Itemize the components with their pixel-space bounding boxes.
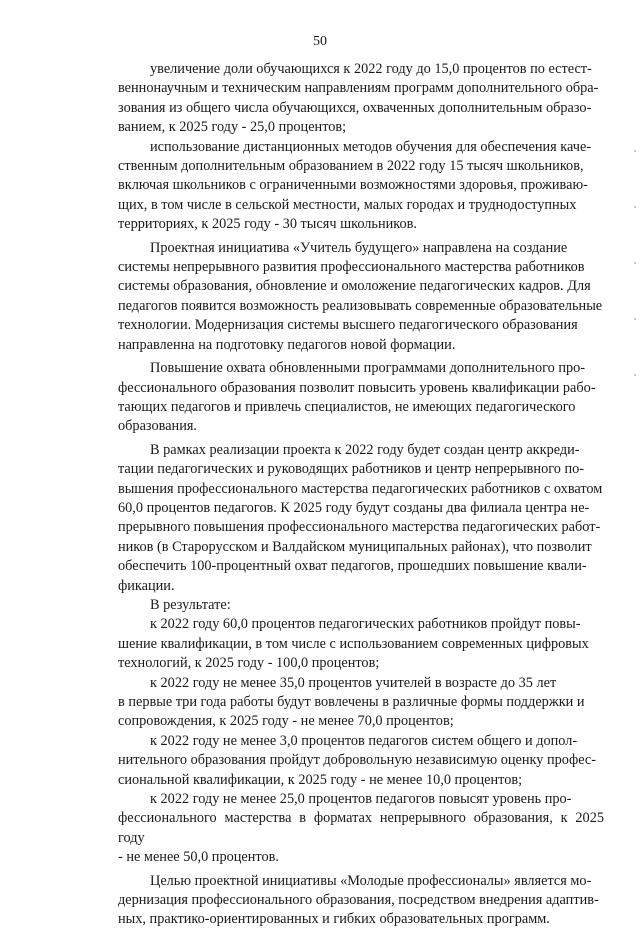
page-number: 50 — [313, 34, 327, 49]
paragraph: увеличение доли обучающихся к 2022 году до 15,0 процентов по естест- веннонаучным и техническим направлениям программ дополнительного обра- зования из общего числа обучающихся, охваченных дополнительным образо- ванием, к 2025 году - 25,0 процентов; — [118, 61, 599, 136]
list-item: к 2022 году не менее 25,0 процентов педагогов повысят уровень про- фессионального мастерства в форматах непрерывного образования, к 2025 году - не менее 50,0 процентов. — [118, 791, 604, 866]
list-item: к 2022 году 60,0 процентов педагогических работников пройдут повы- шение квалификации, в том числе с использованием современных цифровых технологий, к 2025 году - 100,0 процентов; — [118, 616, 589, 672]
list-item: к 2022 году не менее 3,0 процентов педагогов систем общего и допол- нительного образования пройдут добровольную независимую оценку профес- сиональной квалификации, к 2025 году - не менее 10,0 процентов; — [118, 732, 597, 788]
paragraph: В результате: — [150, 596, 231, 613]
paragraph: использование дистанционных методов обучения для обеспечения каче- ственным дополнительным образованием в 2022 году 15 тысяч школьников, включая школьников с ограниченными возможностями здоровья, проживаю- щих, в том числе в сельской местности, малых городах и труднодоступных территориях, к 2025 году - 30 тысяч школьников. — [118, 138, 592, 233]
scan-margin-marks — [634, 150, 638, 430]
paragraph: В рамках реализации проекта к 2022 году будет создан центр аккреди- тации педагогических и руководящих работников и центр непрерывного по- вышения профессионального мастерства педагогических работников с охватом 60,0 процентов педагогов. К 2025 году будут созданы два филиала центра не- прерывного повышения профессионального мастерства педагогических работ- ников (в Старорусском и Валдайском муниципальных районах), что позволит обеспечить 100-процентный охват педагогов, прошедших повышение квали- фикации. — [118, 441, 603, 594]
document-body — [118, 60, 604, 930]
paragraph: Проектная инициатива «Учитель будущего» направлена на создание системы непрерывного развития профессионального мастерства работников системы образования, обновление и омоложение педагогических кадров. Для педагогов появится возможность реализовывать современные образовательные технологии. Модернизация системы высшего педагогического образования направленна на подготовку педагогов новой формации. — [118, 239, 603, 353]
paragraph: Целью проектной инициативы «Молодые профессионалы» является мо- дернизация профессионального образования, посредством внедрения адаптив- ных, практико-ориентированных и гибких образовательных программ. — [118, 872, 599, 928]
paragraph: Повышение охвата обновленными программами дополнительного про- фессионального образования позволит повысить уровень квалификации рабо- тающих педагогов и привлечь специалистов, не имеющих педагогического образования. — [118, 360, 596, 435]
list-item: к 2022 году не менее 35,0 процентов учителей в возрасте до 35 лет в первые три года работы будут вовлечены в различные формы поддержки и сопровождения, к 2025 году - не менее 70,0 процентов; — [118, 674, 585, 730]
